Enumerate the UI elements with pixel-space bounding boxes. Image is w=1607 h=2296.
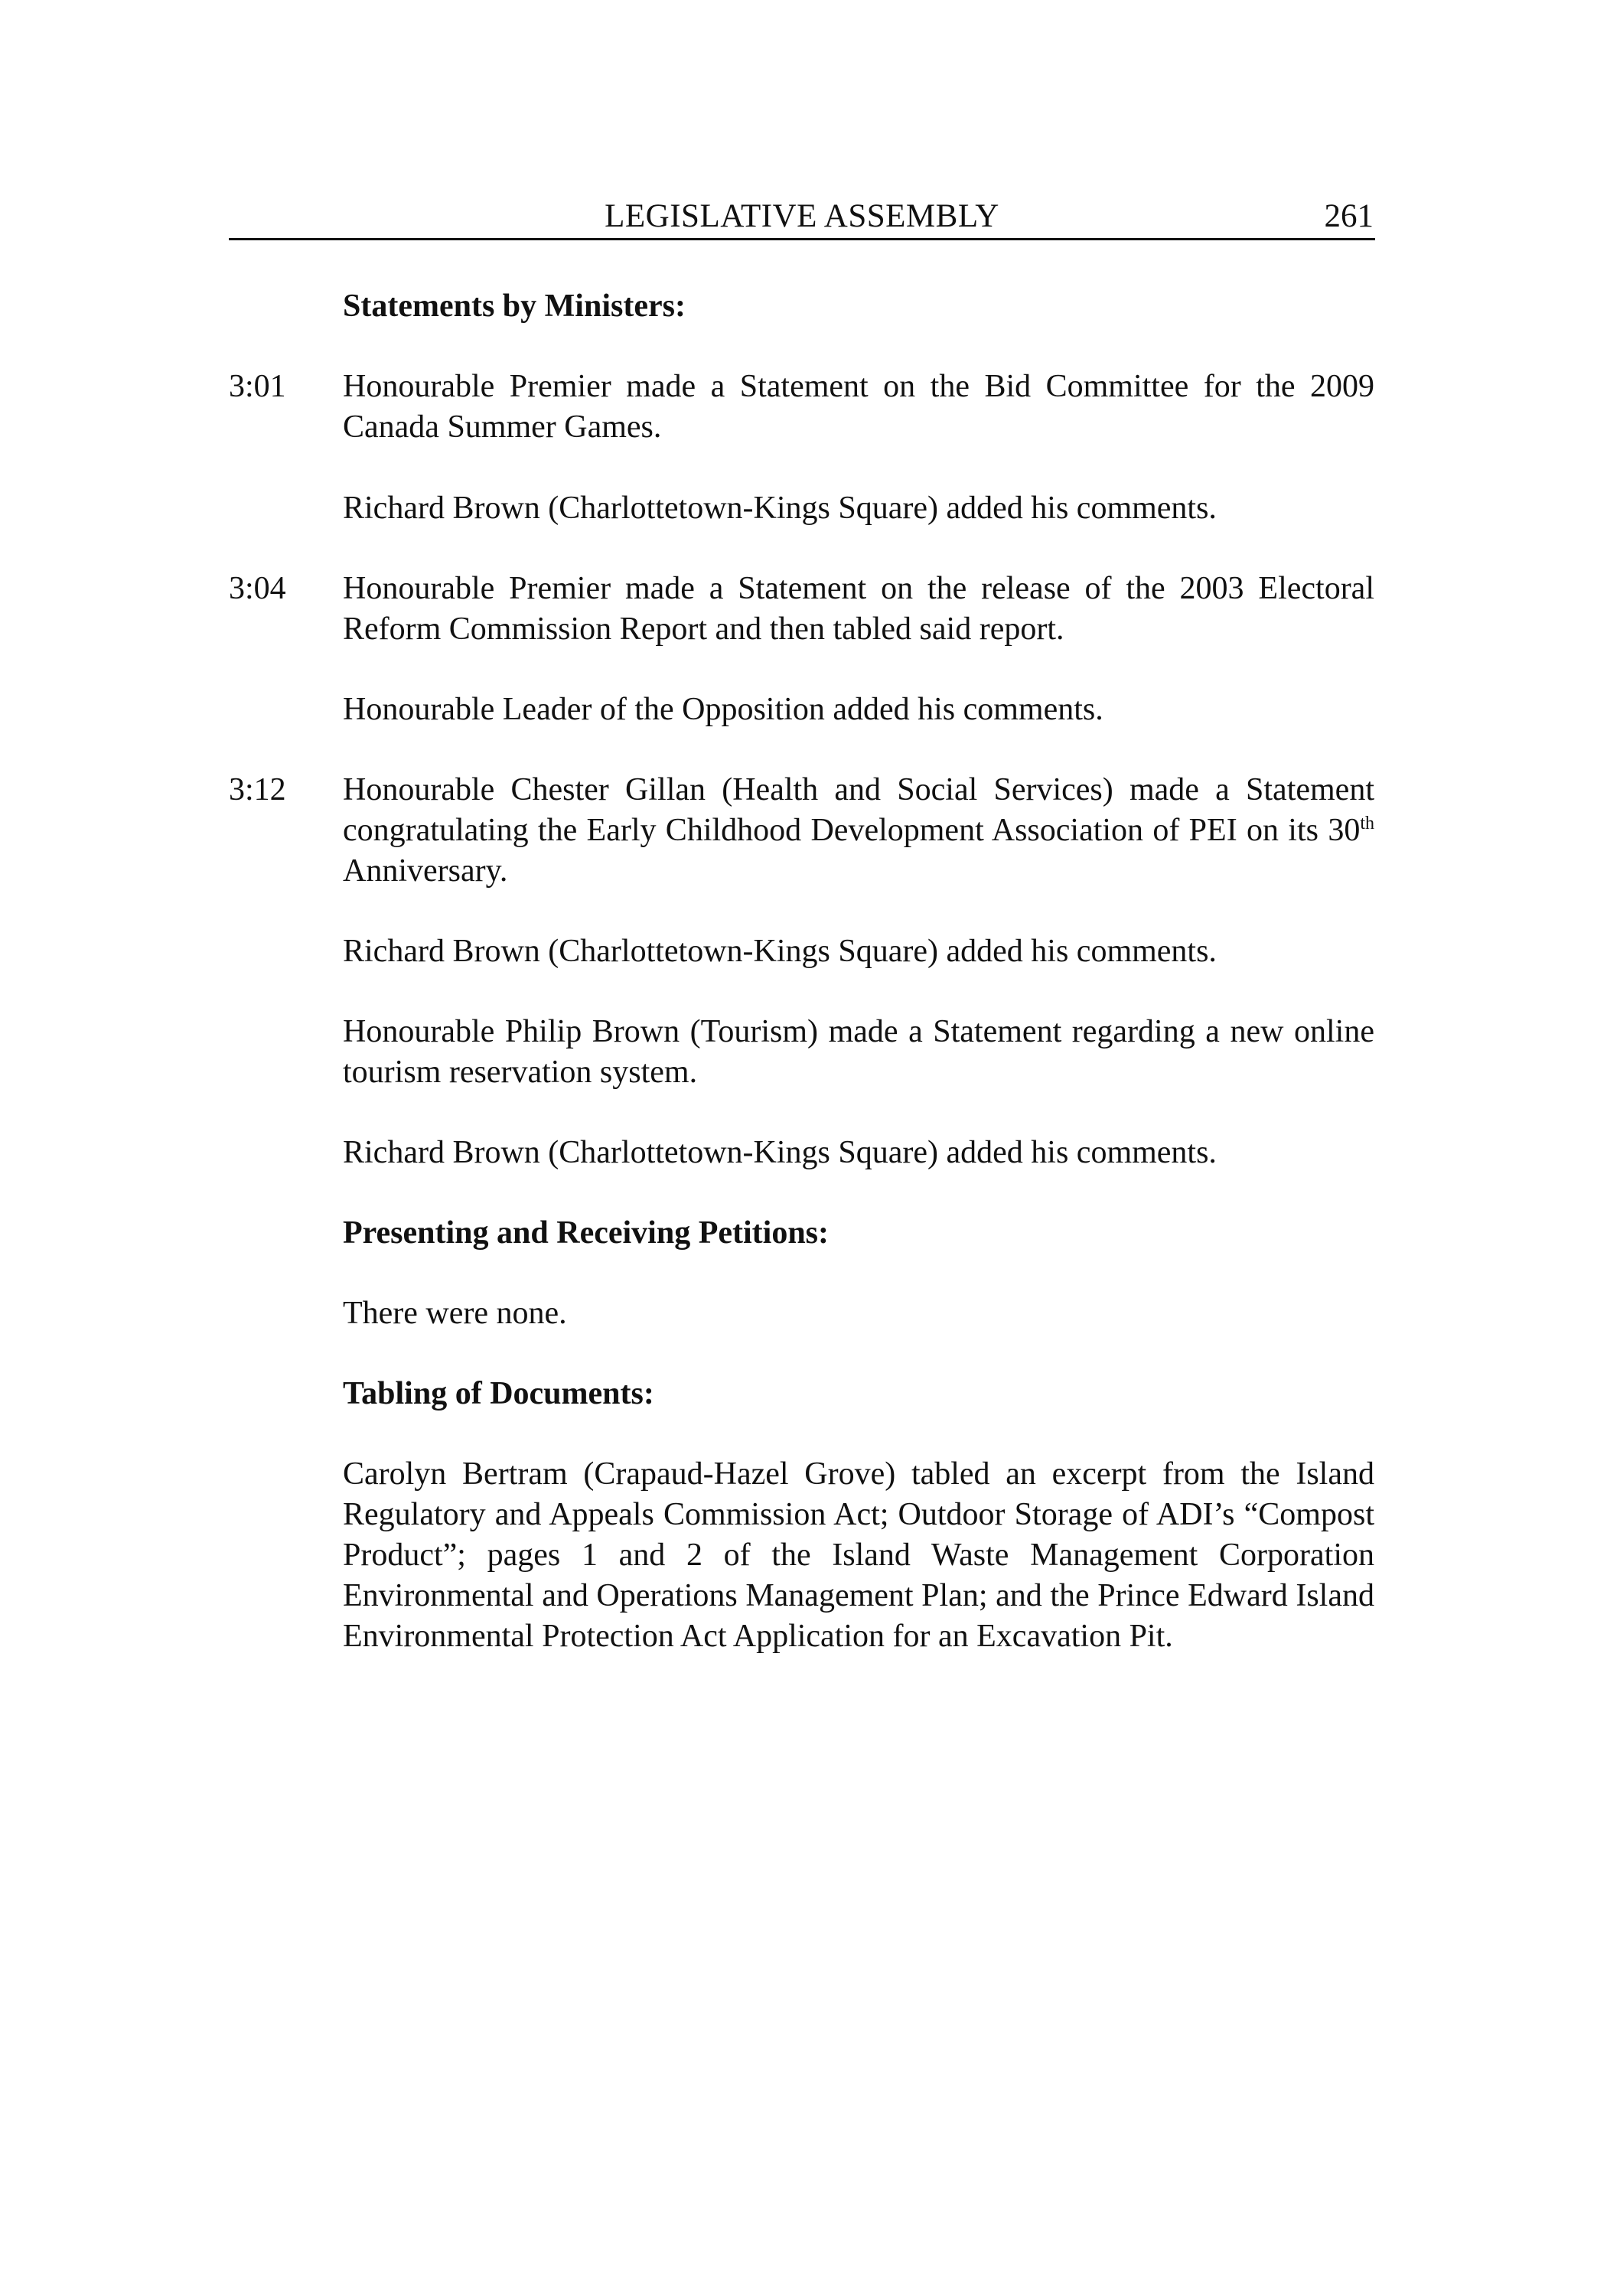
page-number: 261: [1324, 198, 1374, 234]
tabling-paragraph: Carolyn Bertram (Crapaud-Hazel Grove) tabled an excerpt from the Island Regulatory and Appeals Commission Act; Outdoor Storage of ADI’s “Compost Product”; pages 1 and 2 of the Island Waste Management Corporation Environmental and Operations Management Plan; and the Prince Edward Island Environmental Protection Act Application for an Excavation Pit.: [343, 1456, 1374, 1654]
comment-paragraph: Honourable Leader of the Opposition added his comments.: [343, 692, 1103, 727]
statement-paragraph: Honourable Philip Brown (Tourism) made a Statement regarding a new online tourism reservation system.: [343, 1014, 1374, 1090]
header-title: LEGISLATIVE ASSEMBLY: [605, 198, 999, 234]
section-heading-ministers: Statements by Ministers:: [343, 289, 686, 324]
entry-time: 3:12: [229, 772, 286, 807]
page-header: [229, 195, 1375, 240]
comment-paragraph: Richard Brown (Charlottetown-Kings Square) added his comments.: [343, 1135, 1217, 1170]
statement-paragraph: [343, 770, 1374, 892]
section-heading-tabling: Tabling of Documents:: [343, 1376, 654, 1411]
statement-text-end: Anniversary.: [343, 853, 508, 889]
entry-time: 3:01: [229, 369, 286, 404]
ordinal-suffix: th: [1360, 814, 1374, 833]
section-heading-petitions: Presenting and Receiving Petitions:: [343, 1215, 830, 1251]
statement-paragraph: Honourable Premier made a Statement on the release of the 2003 Electoral Reform Commission Report and then tabled said report.: [343, 571, 1374, 647]
entry-time: 3:04: [229, 571, 286, 606]
statement-paragraph: Honourable Premier made a Statement on the Bid Committee for the 2009 Canada Summer Games.: [343, 369, 1374, 445]
comment-paragraph: Richard Brown (Charlottetown-Kings Square) added his comments.: [343, 934, 1217, 969]
statement-text: Honourable Chester Gillan (Health and Social Services) made a Statement congratulating the Early Childhood Development Association of PEI on its 30: [343, 772, 1374, 848]
petitions-paragraph: There were none.: [343, 1296, 567, 1331]
comment-paragraph: Richard Brown (Charlottetown-Kings Square) added his comments.: [343, 491, 1217, 526]
